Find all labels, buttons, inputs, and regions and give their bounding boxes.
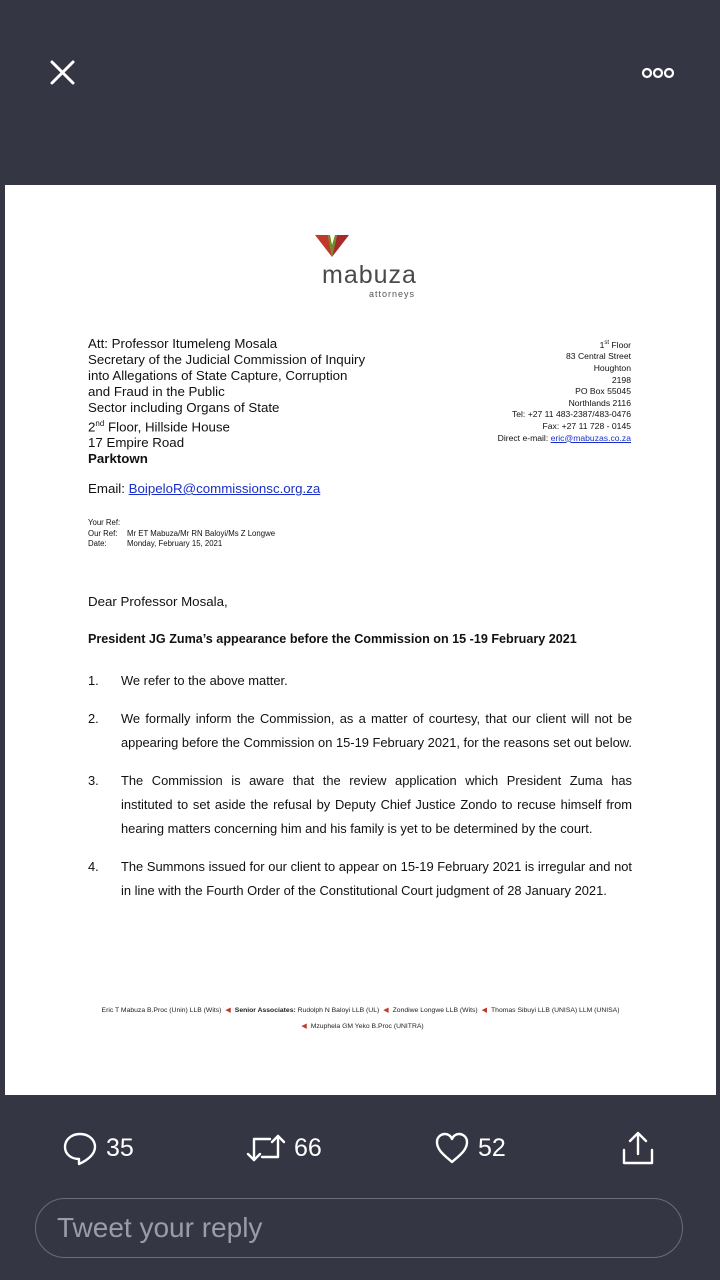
retweet-icon [246,1130,286,1166]
tweet-actions-bar [0,1110,720,1190]
paragraph-text: The Commission is aware that the review application which President Zuma has instituted to set aside the refusal by Deputy Chief Justice Zondo to recuse himself from hearing matters concerning him and his family is yet to be determined by the court. [121,773,632,836]
salutation: Dear Professor Mosala, [88,594,228,609]
like-button[interactable] [434,1130,506,1166]
our-ref: Our Ref: Mr ET Mabuza/Mr RN Baloyi/Ms Z Longwe [88,528,276,538]
letter-image[interactable] [5,185,716,1095]
paragraph-text: We refer to the above matter. [121,673,288,688]
recipient-line: Secretary of the Judicial Commission of Inquiry [88,352,366,367]
firm-fax: Fax: +27 11 728 - 0145 [542,421,631,432]
paragraph-text: The Summons issued for our client to appear on 15-19 February 2021 is irregular and not in line with the Fourth Order of the Constitutional Court judgment of 28 January 2021. [121,859,632,898]
logo-wordmark: mabuza [322,261,417,289]
paragraph [88,855,632,903]
firm-email: Direct e-mail: eric@mabuzas.co.za [497,432,631,443]
paragraph [88,669,632,693]
letter-date: Date: Monday, February 15, 2021 [88,539,223,548]
share-icon [620,1130,656,1166]
recipient-line: into Allegations of State Capture, Corruption [88,368,348,383]
recipient-address [88,336,365,467]
recipient-email-link[interactable]: BoipeloR@commissionsc.org.za [128,481,321,496]
reference-block [88,518,275,550]
recipient-email: Email: BoipeloR@commissionsc.org.za [88,481,321,496]
recipient-line: Att: Professor Itumeleng Mosala [88,336,278,351]
letter-footer [5,1003,716,1035]
firm-address-line: 2198 [611,374,631,385]
firm-tel: Tel: +27 11 483-2387/483-0476 [511,409,631,420]
triangle-icon: ◀ [383,1007,389,1014]
letter-body [88,669,632,917]
firm-address-line: PO Box 55045 [575,386,631,397]
more-icon [636,60,680,86]
reply-button[interactable] [62,1130,134,1166]
reply-count: 35 [106,1133,134,1162]
letter-subject: President JG Zuma’s appearance before the Commission on 15 -19 February 2021 [88,632,577,646]
triangle-icon: ◀ [301,1023,307,1030]
close-icon [44,54,82,92]
paragraph-number: 2. [88,711,99,726]
recipient-floor: 2nd Floor, Hillside House [88,419,230,435]
firm-address [498,338,631,444]
paragraph-text: We formally inform the Commission, as a matter of courtesy, that our client will not be appearing before the Commission on 15-19 February 2021, for the reasons set out below. [121,711,632,750]
paragraph [88,707,632,755]
more-options-button[interactable] [636,60,680,86]
associate-name: Thomas Sibuyi LLB (UNISA) LLM (UNISA) [491,1007,620,1014]
paragraph-number: 4. [88,859,99,874]
firm-email-link[interactable]: eric@mabuzas.co.za [550,432,631,443]
share-button[interactable] [620,1130,656,1166]
recipient-street: 17 Empire Road [88,435,185,451]
heart-icon [434,1130,470,1166]
like-count: 52 [478,1133,506,1162]
associates-label: Senior Associates: [234,1007,296,1014]
partner-name: Eric T Mabuza B.Proc (Unin) LLB (Wits) [101,1007,222,1014]
your-ref: Your Ref: [88,518,121,527]
mabuza-logo [305,233,445,303]
associate-name: Rudolph N Baloyi LLB (UL) [297,1007,380,1014]
firm-address-line: Northlands 2116 [568,397,631,408]
recipient-line: Sector including Organs of State [88,400,280,415]
paragraph-number: 1. [88,673,99,688]
retweet-count: 66 [294,1133,322,1162]
media-viewer-topbar [0,0,720,185]
retweet-button[interactable] [246,1130,322,1166]
associate-name: Mzuphela GM Yeko B.Proc (UNITRA) [310,1023,424,1030]
reply-placeholder: Tweet your reply [57,1212,263,1243]
recipient-line: and Fraud in the Public [88,384,225,399]
associate-name: Zondiwe Longwe LLB (Wits) [392,1007,478,1014]
triangle-icon: ◀ [225,1007,231,1014]
close-button[interactable] [44,54,82,92]
reply-icon [62,1130,98,1166]
logo-mark-icon [315,233,349,259]
paragraph-number: 3. [88,773,99,788]
reply-input[interactable] [35,1198,683,1258]
triangle-icon: ◀ [481,1007,488,1014]
firm-address-line: 83 Central Street [566,351,631,362]
paragraph [88,769,632,841]
recipient-city: Parktown [88,451,148,467]
firm-address-line: Houghton [593,363,631,374]
logo-subtitle: attorneys [369,289,416,299]
firm-floor: 1st Floor [599,339,631,350]
